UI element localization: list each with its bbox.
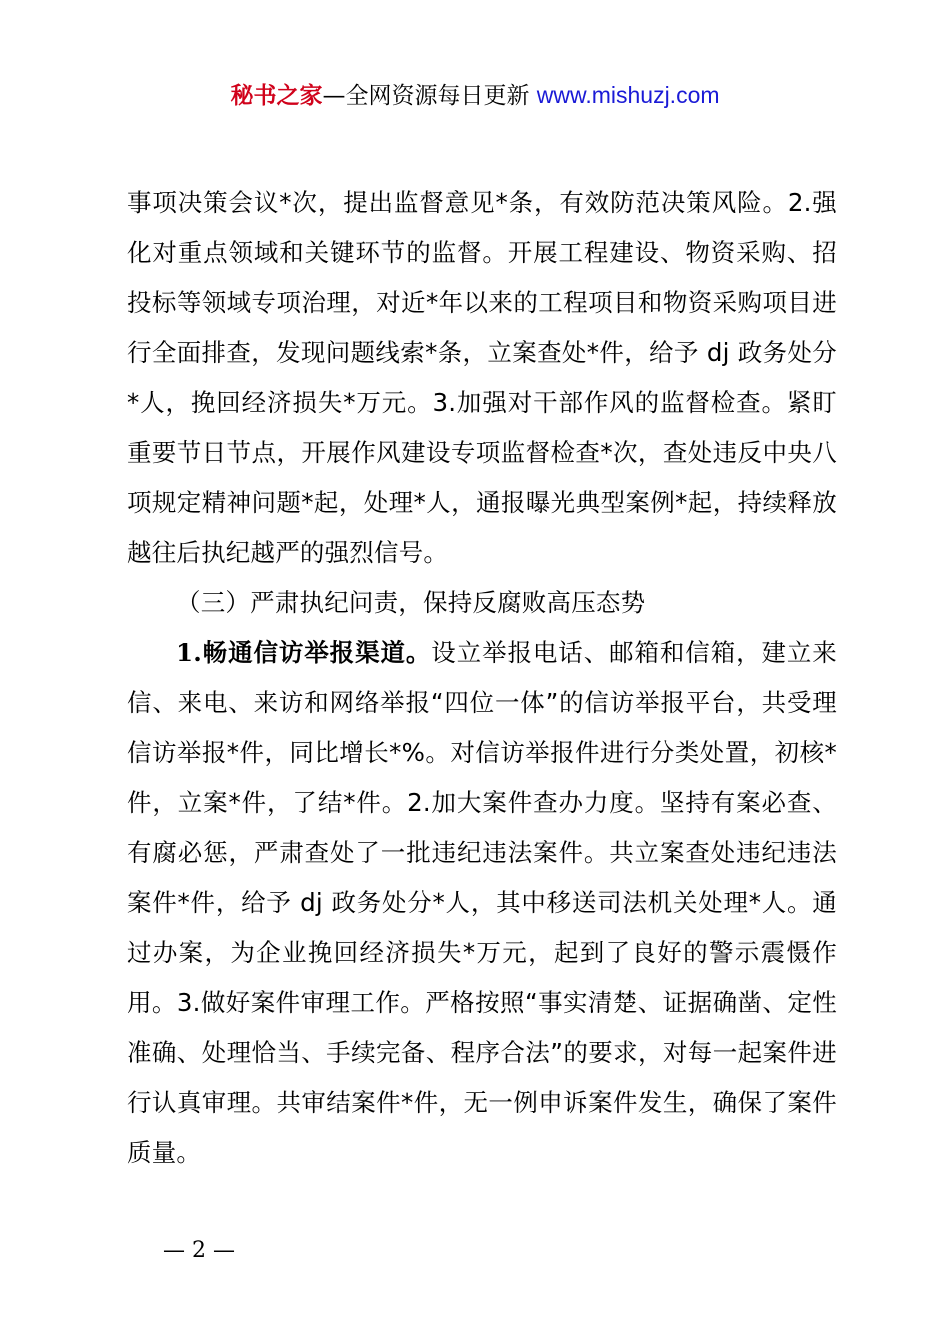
- paragraph-petition: [127, 628, 837, 1178]
- section-heading: （三）严肃执纪问责，保持反腐败高压态势: [176, 588, 646, 617]
- page-number: — 2 —: [163, 1238, 235, 1263]
- site-url[interactable]: www.mishuzj.com: [536, 82, 720, 108]
- document-body: [127, 178, 837, 1178]
- paragraph-lead: 1.畅通信访举报渠道。: [176, 638, 432, 667]
- header-slogan: —全网资源每日更新: [322, 83, 530, 109]
- paragraph-continued: 事项决策会议*次，提出监督意见*条，有效防范决策风险。2.强化对重点领域和关键环节的监督。开展工程建设、物资采购、招投标等领域专项治理，对近*年以来的工程项目和物资采购项目进行全面排查，发现问题线索*条，立案查处*件，给予 dj 政务处分*人，挽回经济损失*万元。3.加强对干部作风的监督检查。紧盯重要节日节点，开展作风建设专项监督检查*次，查处违反中央八项规定精神问题*起，处理*人，通报曝光典型案例*起，持续释放越往后执纪越严的强烈信号。: [127, 188, 837, 567]
- paragraph-body: 设立举报电话、邮箱和信箱，建立来信、来电、来访和网络举报“四位一体”的信访举报平台，共受理信访举报*件，同比增长*%。对信访举报件进行分类处置，初核*件，立案*件，了结*件。2.加大案件查办力度。坚持有案必查、有腐必惩，严肃查处了一批违纪违法案件。共立案查处违纪违法案件*件，给予 dj 政务处分*人，其中移送司法机关处理*人。通过办案，为企业挽回经济损失*万元，起到了良好的警示震慑作用。3.做好案件审理工作。严格按照“事实清楚、证据确凿、定性准确、处理恰当、手续完备、程序合法”的要求，对每一起案件进行认真审理。共审结案件*件，无一例申诉案件发生，确保了案件质量。: [127, 638, 838, 1167]
- brand-name: 秘书之家: [230, 83, 323, 109]
- site-header: [0, 80, 950, 111]
